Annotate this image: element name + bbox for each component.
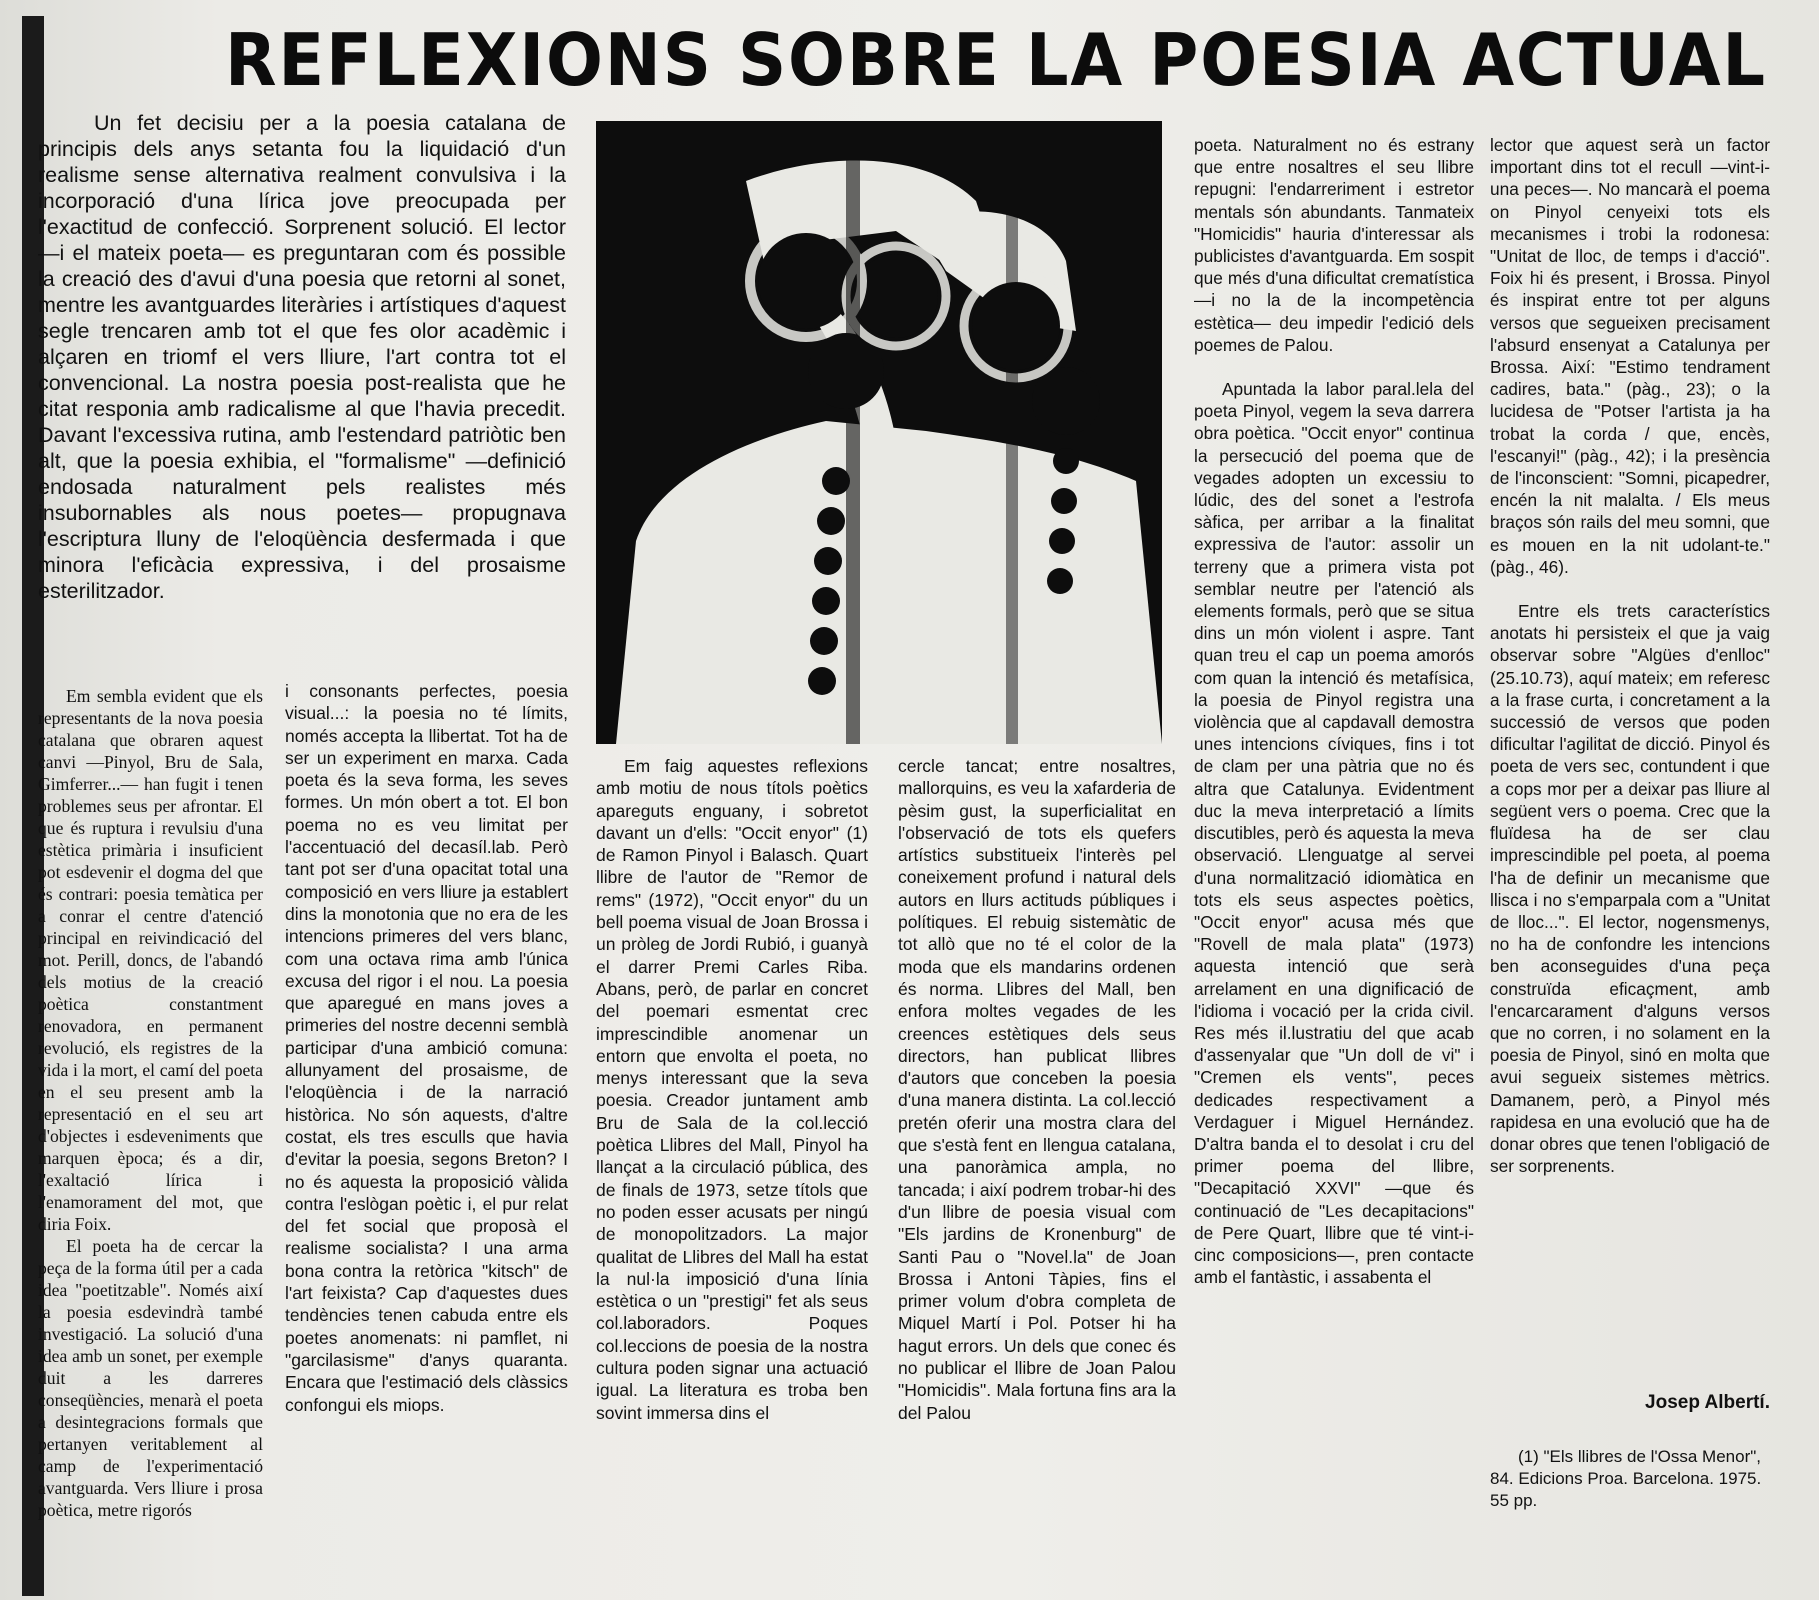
column-6-paragraph-2: Entre els trets característics anotats hi persisteix el que ja vaig observar sobre "Algües d'enlloc" (25.10.73), aquí mateix; em referesc a la frase curta, i concretament a la successió de versos que poden dificultar l'agilitat de dicció. Pinyol és poeta de vers sec, contundent i que a cops mor per a deixar pas lliure al següent vers o poema. Crec que la fluïdesa ha de ser clau imprescindible pel poeta, al poema l'ha de definir un mecanisme que llisca i no s'emparpala com a "Unitat de lloc...". El lector, nogensmenys, no ha de confondre les intencions ben aconseguides d'una peça construïda eficaçment, amb l'encarcarament d'alguns versos que no corren, i no solament en la poesia de Pinyol, sinó en molta que avui segueix sistemes mètrics. Damanem, però, a Pinyol més rapidesa en una evolució que ha de donar obres que tenen l'obligació de ser sorprenents. — [1490, 601, 1770, 1177]
column-2-paragraph: i consonants perfectes, poesia visual...: la poesia no té límits, només accepta la llibertat. Tot ha de ser un experiment en marxa. Cada poeta és la seva forma, les seves formes. Un món obert a tot. El bon poema no es veu limitat per l'accentuació del decasíl.lab. Però tant pot ser d'una opacitat total una composició en vers lliure ja establert dins la monotonia que no era de les intencions primeres del vers blanc, com una octava rima amb l'única excusa del rigor i el nou. La poesia que aparegué en mans joves a primeries del nostre decenni semblà participar d'una ambició comuna: allunyament del prosaisme, de l'eloqüència i de la narració històrica. No són aquests, d'altre costat, els tres esculls que havia d'evitar la poesia, segons Breton? I no és aquesta la proposició vàlida contra l'eslògan poètic i, el pur relat del fet social que proposà el realisme socialista? I una arma bona contra la retòrica "kitsch" de l'art feixista? Cap d'aquestes dues tendències tenen cabuda entre els poetes anomenats: ni pamflet, ni "garcilasisme" d'anys quaranta. Encara que l'estimació dels clàssics confongui els miops. — [285, 681, 568, 1415]
text-column-2 — [285, 680, 568, 1585]
column-5-paragraph-2: Apuntada la labor paral.lela del poeta Pinyol, vegem la seva darrera obra poètica. "Occit enyor" continua la persecució del poema que de vegades adopten un excessiu to lúdic, des del sonet a l'estrofa sàfica, per arribar a la finalitat expressiva de l'autor: assolir un terreny que a primera vista pot semblar neutre per l'atenció als elements formals, però que se situa dins un món violent i aspre. Tant quan treu el cap un poema amorós com quan la intenció és metafísica, la poesia de Pinyol registra una violència que al capdavall demostra unes intencions cíviques, fins i tot de clam per una pàtria que no és altra que Catalunya. Evidentment duc la meva interpretació a límits discutibles, però és aquesta la meva observació. Llenguatge al servei d'una normalització idiomàtica en tots els seus aspectes poètics, "Occit enyor" acusa més que "Rovell de mala plata" (1973) aquesta intenció que serà arrelament en una dignificació de l'idioma i vocació per la crida civil. Res més il.lustratiu del que acab d'assenyalar que "Un doll de vi" i "Cremen els vents", peces dedicades respectivament a Verdaguer i Miguel Hernández. D'altra banda el to desolat i cru del primer poema del llibre, "Decapitació XXVI" —que és continuació de "Les decapitacions" de Pere Quart, llibre que té vint-i-cinc composicions—, pren contacte amb el fantàstic, i assabenta el — [1194, 379, 1474, 1288]
column-4-paragraph: cercle tancat; entre nosaltres, mallorquins, es veu la xafarderia de pèsim gust, la superficialitat en l'observació de tots els quefers artístics substitueix l'interès pel coneixement profund i natural dels autors en llurs actituds públiques i polítiques. El rebuig sistemàtic de tot allò que no té el color de la moda que els mandarins ordenen és norma. Llibres del Mall, ben enfora moltes vegades de les creences estètiques dels seus directors, han publicat llibres d'autors que conceben la poesia d'una manera distinta. La col.lecció pretén oferir una mostra clara del que s'està fent en llengua catalana, una panoràmica ampla, no tancada; i així podrem trobar-hi des d'un llibre de poesia visual com "Els jardins de Kronenburg" de Santi Pau o "Novel.la" de Joan Brossa i Antoni Tàpies, fins el primer volum d'obra completa de Miquel Martí i Pol. Potser hi ha hagut errors. Un dels que conec és no publicar el llibre de Joan Palou "Homicidis". Mala fortuna fins ara la del Palou — [898, 756, 1176, 1423]
text-column-3 — [596, 755, 868, 1585]
column-6-paragraph-1: lector que aquest serà un factor important dins tot el recull —vint-i-una peces—. No mancarà el poema on Pinyol cenyeixi tots els mecanismes i trobi la rodonesa: "Unitat de lloc, de temps i d'acció". Foix hi és present, i Brossa. Pinyol és inspirat entre tot per alguns versos que segueixen precisament l'absurd ensenyat a Catalunya per Brossa. Així: "Estimo tendrament cadires, bata." (pàg., 23); o la lucidesa de "Potser l'artista ja ha trobat la corda / que, encès, l'escanyi!" (pàg., 42); i la presència de l'inconscient: "Somni, picapedrer, encén la nit malalta. / Els meus braços són rails del meu somni, que es mouen en la nit udolant-te." (pàg., 46). — [1490, 135, 1770, 577]
article-title: REFLEXIONS SOBRE LA POESIA ACTUAL — [225, 18, 1767, 102]
column-3-paragraph: Em faig aquestes reflexions amb motiu de nous títols poètics apareguts enguany, i sobretot davant un d'ells: "Occit enyor" (1) de Ramon Pinyol i Balasch. Quart llibre de l'autor de "Remor de rems" (1972), "Occit enyor" du un bell poema visual de Joan Brossa i un pròleg de Jordi Rubió, i guanyà el darrer Premi Carles Riba. Abans, però, de parlar en concret del poemari esmentat crec imprescindible anomenar un entorn que envolta el poeta, no menys interessant que la seva poesia. Creador juntament amb Bru de Sala de la col.lecció poètica Llibres del Mall, Pinyol ha llançat a la circulació pública, des de finals de 1973, setze títols que no poden esser acusats per ningú de monopolitzadors. La major qualitat de Llibres del Mall ha estat la nul·la imposició d'una línia estètica o un "prestigi" fet als seus col.laboradors. Poques col.leccions de poesia de la nostra cultura poden signar una actuació igual. La literatura es troba ben sovint immersa dins el — [596, 756, 868, 1423]
photo-split-line — [846, 121, 860, 744]
text-column-4 — [898, 755, 1176, 1585]
text-column-6 — [1490, 134, 1770, 1394]
author-signature: Josep Albertí. — [1645, 1392, 1770, 1413]
column-1-paragraph-2: El poeta ha de cercar la peça de la forma útil per a cada idea "poetitzable". Només així la poesia esdevindrà també investigació. La solució d'una idea amb un sonet, per exemple duit a les darreres conseqüències, menarà el poeta a desintegracions formals que pertanyen veritablement al camp de l'experimentació avantguarda. Vers lliure i prosa poètica, metre rigorós — [38, 1236, 263, 1520]
intro-paragraph: Un fet decisiu per a la poesia catalana de principis dels anys setanta fou la liquidació d'un realisme sense alternativa realment convulsiva i la incorporació d'una lírica jove preocupada per l'exactitud de confecció. Sorprenent solució. El lector —i el mateix poeta— es preguntaran com és possible la creació des d'avui d'una poesia que retorni al sonet, mentre les avantguardes literàries i artístiques d'aquest segle trencaren amb tot el que fes olor acadèmic i alçaren en triomf el vers lliure, l'art contra tot el convencional. La nostra poesia post-realista que he citat responia amb radicalisme al que l'havia precedit. Davant l'excessiva rutina, amb l'estendard patriòtic ben alt, que la poesia exhibia, el "formalisme" —definició endosada naturalment pels realistes més insubornables als nous poetes— propugnava l'escriptura lluny de l'eloqüència desfermada i que minora l'eficàcia expressiva, i del prosaisme esterilitzador. — [38, 111, 566, 603]
column-5-paragraph-1: poeta. Naturalment no és estrany que entre nosaltres el seu llibre repugni: l'endarreriment i estretor mentals són abundants. Tanmateix "Homicidis" hauria d'interessar als publicistes d'avantguarda. Em sospit que més d'una dificultat crematística —i no la de la incompetència estètica— deu impedir l'edició dels poemes de Palou. — [1194, 135, 1474, 355]
text-column-5 — [1194, 134, 1474, 1584]
article-intro — [38, 110, 566, 670]
footnote: (1) "Els llibres de l'Ossa Menor", 84. Edicions Proa. Barcelona. 1975. 55 pp. — [1490, 1447, 1762, 1510]
photo-split-line-2 — [1006, 121, 1018, 744]
article-photo — [596, 121, 1162, 744]
text-column-1 — [38, 685, 263, 1585]
column-1-paragraph-1: Em sembla evident que els representants de la nova poesia catalana que obraren aquest canvi —Pinyol, Bru de Sala, Gimferrer...— han fugit i tenen problemes seus per afrontar. El que és ruptura i revulsiu d'una estètica primària i insuficient pot esdevenir el dogma del que és contrari: poesia temàtica per a conrar el centre d'atenció principal en reivindicació del mot. Perill, doncs, de l'abandó dels motius de la creació poètica constantment renovadora, en permanent revolució, els registres de la vida i la mort, el camí del poeta en el seu present amb la representació en el seu art d'objectes i esdeveniments que marquen època; és a dir, l'exaltació lírica i l'enamorament del mot, que diria Foix. — [38, 686, 263, 1234]
